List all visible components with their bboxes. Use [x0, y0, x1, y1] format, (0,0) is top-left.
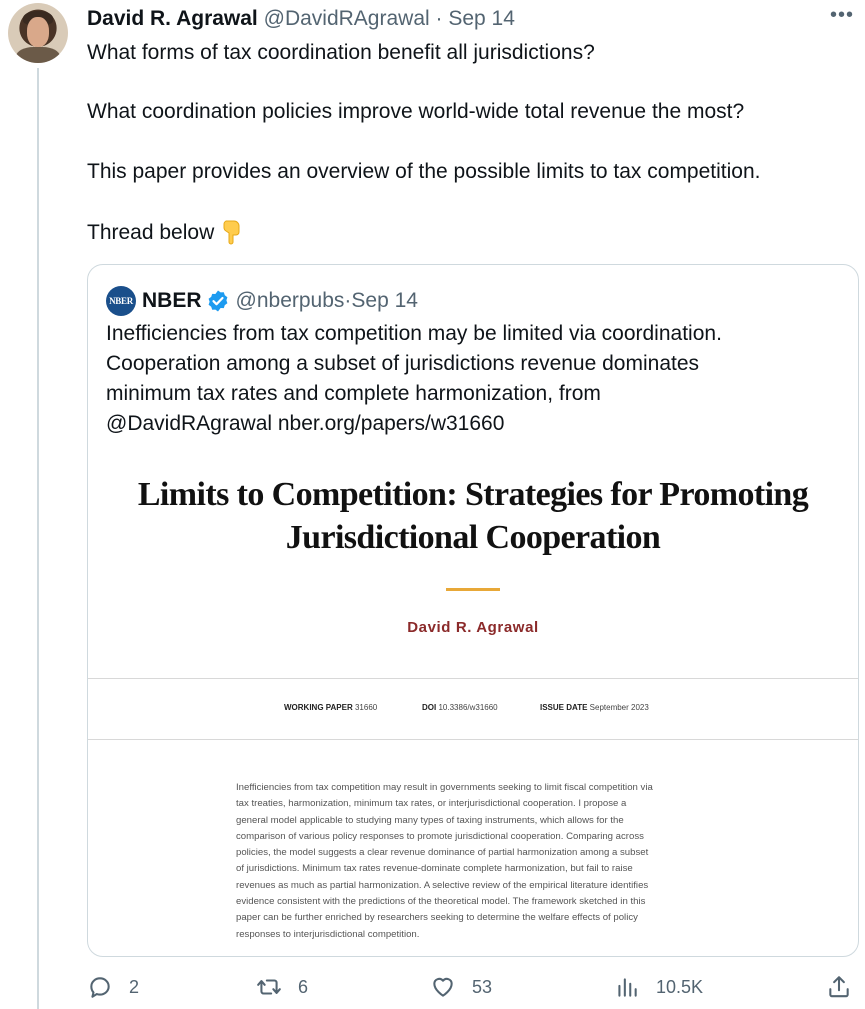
abstract-line: Inefficiencies from tax competition may result in governments seeking to limit fiscal competition via: [236, 782, 653, 793]
doi-value: 10.3386/w31660: [438, 703, 498, 712]
pointing-down-emoji-icon: [220, 221, 242, 244]
nber-logo-avatar[interactable]: NBER: [106, 286, 136, 316]
verified-badge-icon: [206, 289, 230, 313]
like-button[interactable]: [430, 974, 492, 1000]
quoted-tweet-line: minimum tax rates and complete harmonization, from: [106, 382, 601, 405]
heart-icon: [430, 974, 456, 1000]
paper-title-line: Limits to Competition: Strategies for Promoting: [137, 476, 809, 513]
tweet-date[interactable]: Sep 14: [448, 7, 515, 30]
doi-label: DOI: [422, 703, 437, 712]
like-count: 53: [472, 976, 493, 997]
quoted-header-separator: ·: [344, 289, 352, 312]
quoted-tweet-card[interactable]: [87, 264, 859, 957]
abstract-line: paper can be further enriched by researchers seeking to determine the welfare effects of policy: [236, 912, 638, 924]
issue-date-meta: [540, 703, 649, 712]
header-separator: ·: [435, 7, 443, 30]
tweet-line-thread: [87, 219, 242, 246]
tweet-header: [87, 6, 515, 32]
share-icon: [826, 974, 852, 1000]
repost-count: 6: [298, 976, 309, 997]
quoted-tweet-header: [106, 286, 418, 316]
issue-date-label: ISSUE DATE: [540, 703, 588, 712]
reply-icon: [87, 974, 113, 1000]
working-paper-value: 31660: [354, 703, 378, 712]
views-count: 10.5K: [656, 976, 704, 997]
reply-button[interactable]: [87, 974, 139, 1000]
abstract-line: policies, the model suggests a clear revenue dominance of partial harmonization among a subset: [236, 847, 649, 859]
paper-metadata-band: [88, 678, 858, 740]
author-handle[interactable]: @DavidRAgrawal: [263, 7, 430, 30]
abstract-line: responses to interjurisdictional competition.: [236, 928, 420, 940]
tweet-line: This paper provides an overview of the possible limits to tax competition.: [87, 160, 761, 183]
more-options-icon[interactable]: •••: [830, 4, 855, 26]
quoted-tweet-date[interactable]: Sep 14: [351, 289, 418, 312]
avatar[interactable]: [8, 3, 68, 63]
issue-date-value: September 2023: [589, 703, 649, 712]
quoted-tweet-line: @DavidRAgrawal nber.org/papers/w31660: [106, 412, 505, 435]
author-name[interactable]: David R. Agrawal: [87, 7, 258, 30]
avatar-face: [27, 17, 49, 47]
abstract-line: evidence consistent with the predictions of the theoretical model. The framework sketched in this: [236, 896, 646, 908]
paper-abstract: [236, 780, 706, 943]
doi-meta: [422, 703, 498, 712]
repost-button[interactable]: [256, 974, 308, 1000]
working-paper-label: WORKING PAPER: [284, 703, 353, 712]
views-button[interactable]: [614, 974, 703, 1000]
quoted-author-handle[interactable]: @nberpubs: [235, 289, 345, 312]
thread-connector-line: [37, 68, 39, 1009]
thread-below-text: Thread below: [87, 221, 215, 244]
working-paper-meta: [284, 703, 377, 712]
abstract-line: general model applicable to studying many types of taxing instruments, which allows for the: [236, 814, 624, 826]
abstract-line: tax treaties, harmonization, minimum tax rates, or interjurisdictional cooperation. I propose a: [236, 798, 627, 810]
analytics-icon: [614, 974, 640, 1000]
tweet-line: What forms of tax coordination benefit all jurisdictions?: [87, 41, 595, 64]
paper-author: David R. Agrawal: [407, 619, 539, 636]
paper-title-line: Jurisdictional Cooperation: [285, 519, 661, 556]
abstract-line: revenues as much as partial harmonization. A selective review of the empirical literature identifies: [236, 879, 649, 891]
quoted-tweet-line: Cooperation among a subset of jurisdictions revenue dominates: [106, 352, 700, 375]
avatar-shirt: [16, 47, 60, 63]
quoted-author-name[interactable]: NBER: [142, 289, 202, 312]
title-accent-rule: [446, 588, 500, 591]
quoted-tweet-line: Inefficiencies from tax competition may be limited via coordination.: [106, 322, 722, 345]
repost-icon: [256, 974, 282, 1000]
reply-count: 2: [129, 976, 140, 997]
share-button[interactable]: [826, 974, 865, 1000]
tweet-action-bar: [0, 974, 865, 1006]
abstract-line: comparison of various policy responses to promote jurisdictional cooperation. Comparing across: [236, 830, 644, 842]
tweet-line: What coordination policies improve world-wide total revenue the most?: [87, 100, 745, 123]
abstract-line: of jurisdictions. Minimum tax rates revenue-dominate complete harmonization, but fail to raise: [236, 863, 633, 875]
